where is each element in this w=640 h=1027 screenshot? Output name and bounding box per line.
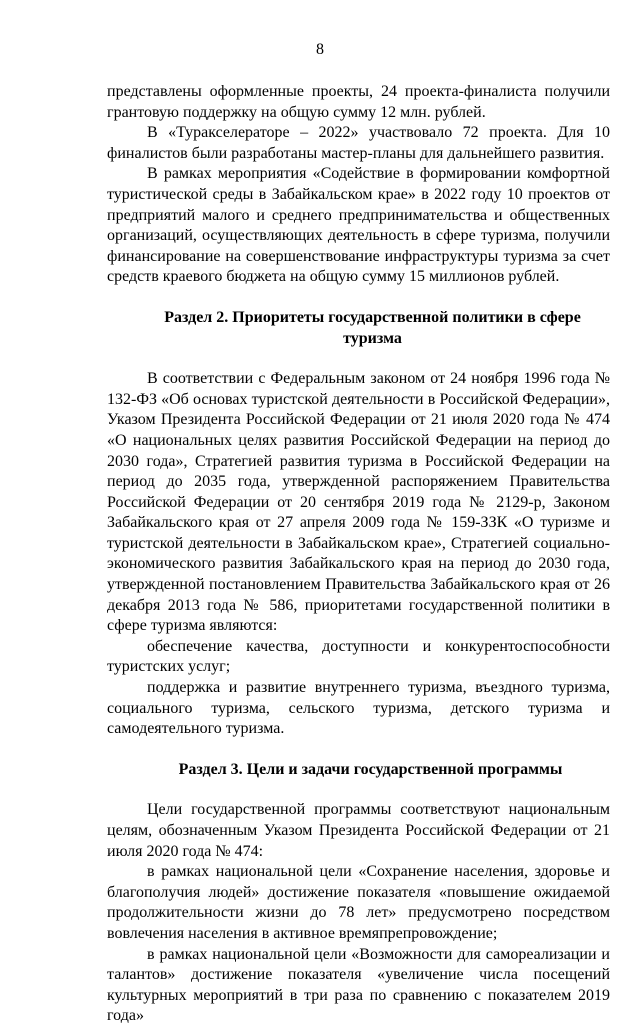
- section-2-heading: Раздел 2. Приоритеты государственной политики в сфере туризма: [164, 308, 581, 347]
- paragraph-turaccelerator: В «Туракселераторе – 2022» участвовало 72 проекта. Для 10 финалистов были разработаны мастер-планы для дальнейшего развития.: [107, 124, 610, 162]
- section-2-paragraph-laws: В соответствии с Федеральным законом от 24 ноября 1996 года № 132-ФЗ «Об основах туристской деятельности в Российской Федерации», Указом Президента Российской Федерации от 21 июля 2020 года № 474 «О национальных целях развития Российской Федерации на период до 2030 года», Стратегией развития туризма в Российской Федерации на период до 2035 года, утвержденной распоряжением Правительства Российской Федерации от 20 сентября 2019 года № 2129-р, Законом Забайкальского края от 27 апреля 2009 года № 159-ЗЗК «О туризме и туристской деятельности в Забайкальском крае», Стратегией социально-экономического развития Забайкальского края на период до 2030 года, утвержденной постановлением Правительства Забайкальского края от 26 декабря 2013 года № 586, приоритетами государственной политики в сфере туризма являются:: [107, 370, 610, 635]
- section-3-heading: Раздел 3. Цели и задачи государственной программы: [178, 760, 563, 778]
- document-body: [107, 82, 610, 1027]
- section-3-paragraph-goals: Цели государственной программы соответствуют национальным целям, обозначенным Указом Президента Российской Федерации от 21 июля 2020 года № 474:: [107, 801, 610, 860]
- section-3-paragraph-selfrealization: в рамках национальной цели «Возможности для самореализации и талантов» достижение показателя «увеличение числа посещений культурных мероприятий в три раза по сравнению с показателем 2019 года»: [107, 945, 610, 1025]
- section-2-priority-quality: обеспечение качества, доступности и конкурентоспособности туристских услуг;: [107, 637, 610, 676]
- paragraph-comfortable-environment: В рамках мероприятия «Содействие в формировании комфортной туристической среды в Забайкальском крае» в 2022 году 10 проектов от предприятий малого и среднего предпринимательства и общественных организаций, осуществляющих деятельность в сфере туризма, получили финансирование на совершенствование инфраструктуры туризма за счет средств краевого бюджета на общую сумму 15 миллионов рублей.: [107, 165, 610, 286]
- page-number: 8: [316, 41, 324, 58]
- paragraph-continuation: представлены оформленные проекты, 24 проекта-финалиста получили грантовую поддержку на общую сумму 12 млн. рублей.: [107, 83, 610, 121]
- section-2-priority-tourism-types: поддержка и развитие внутреннего туризма, въездного туризма, социального туризма, сельского туризма, детского туризма и самодеятельного туризма.: [107, 679, 610, 738]
- section-3-paragraph-population: в рамках национальной цели «Сохранение населения, здоровье и благополучия людей» достижение показателя «повышение ожидаемой продолжительности жизни до 78 лет» предусмотрено посредством вовлечения населения в активное времяпрепровождение;: [107, 863, 610, 942]
